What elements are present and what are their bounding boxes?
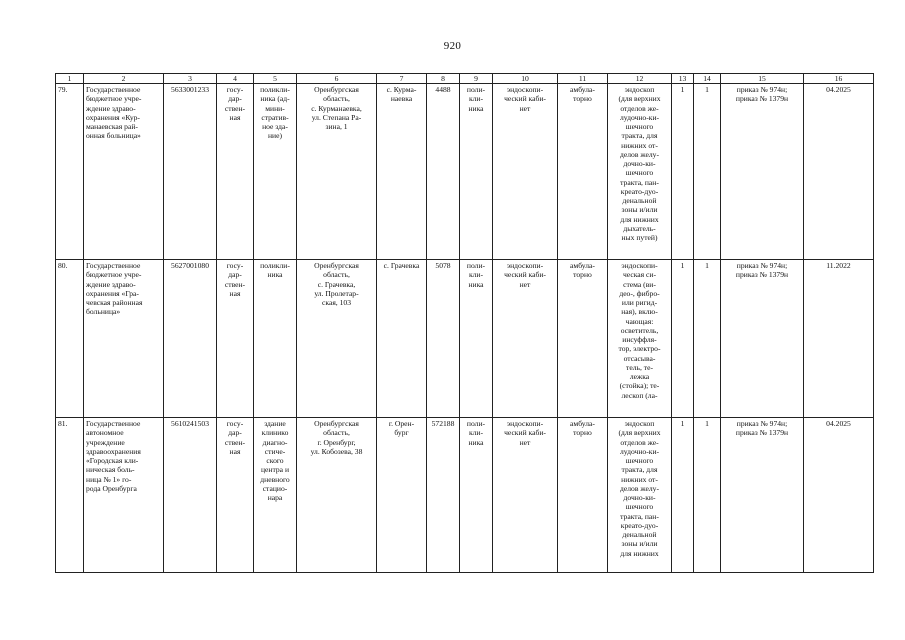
column-number: 6: [297, 74, 377, 84]
date: 11.2022: [804, 260, 874, 418]
locality: с. Грачевка: [377, 260, 427, 418]
column-number: 16: [804, 74, 874, 84]
column-14-value: 1: [694, 260, 721, 418]
equipment: эндоскоп (для верхних отделов же- лудочно-ки- шечного тракта, для нижних от- делов желу- дочно-ки- шечного тракта, пан- креато-дуо- денальной зоны и/или для нижних дыхатель- ных путей): [608, 84, 672, 260]
address: Оренбургская область, г. Оренбург, ул. Кобозева, 38: [297, 418, 377, 573]
column-number: 5: [254, 74, 297, 84]
table-row: [56, 260, 874, 418]
population: 5078: [427, 260, 460, 418]
care-type: амбула- торно: [558, 418, 608, 573]
population: 572188: [427, 418, 460, 573]
column-number: 12: [608, 74, 672, 84]
column-number: 15: [721, 74, 804, 84]
inn-code: 5633001233: [164, 84, 217, 260]
unit-type: поли- кли- ника: [460, 418, 493, 573]
column-number: 4: [217, 74, 254, 84]
unit-type: поли- кли- ника: [460, 260, 493, 418]
date: 04.2025: [804, 418, 874, 573]
row-number: 79.: [56, 84, 84, 260]
ownership-form: госу- дар- ствен- ная: [217, 260, 254, 418]
ownership-form: госу- дар- ствен- ная: [217, 418, 254, 573]
column-number: 7: [377, 74, 427, 84]
inn-code: 5627001080: [164, 260, 217, 418]
row-number: 80.: [56, 260, 84, 418]
inn-code: 5610241503: [164, 418, 217, 573]
column-number: 3: [164, 74, 217, 84]
registry-table: [55, 73, 874, 573]
column-number: 1: [56, 74, 84, 84]
column-number: 13: [672, 74, 694, 84]
population: 4488: [427, 84, 460, 260]
cabinet-type: эндоскопи- ческий каби- нет: [493, 84, 558, 260]
page-number: 920: [443, 40, 462, 52]
column-14-value: 1: [694, 418, 721, 573]
equipment: эндоскопи- ческая си- стема (ви- део-, фибро- или ригид- ная), вклю- чающая: осветитель, инсуффля- тор, электро- отсасыва- тель, те- лежка (стойка); те- лескоп (ла-: [608, 260, 672, 418]
cabinet-type: эндоскопи- ческий каби- нет: [493, 418, 558, 573]
ownership-form: госу- дар- ствен- ная: [217, 84, 254, 260]
column-number: 14: [694, 74, 721, 84]
care-type: амбула- торно: [558, 84, 608, 260]
address: Оренбургская область, с. Курманаевка, ул. Степана Ра- зина, 1: [297, 84, 377, 260]
column-13-value: 1: [672, 84, 694, 260]
orders: приказ № 974н; приказ № 1379н: [721, 260, 804, 418]
orders: приказ № 974н; приказ № 1379н: [721, 84, 804, 260]
organization-name: Государственное бюджетное учре- ждение здраво- охранения «Кур- манаевская рай- онная больница»: [84, 84, 164, 260]
table-row: [56, 418, 874, 573]
table-row: [56, 84, 874, 260]
orders: приказ № 974н; приказ № 1379н: [721, 418, 804, 573]
building-type: здание клинико диагно- стиче- ского центра и дневного стацио- нара: [254, 418, 297, 573]
column-number: 9: [460, 74, 493, 84]
address: Оренбургская область, с. Грачевка, ул. Пролетар- ская, 103: [297, 260, 377, 418]
column-14-value: 1: [694, 84, 721, 260]
locality: г. Орен- бург: [377, 418, 427, 573]
unit-type: поли- кли- ника: [460, 84, 493, 260]
organization-name: Государственное бюджетное учре- ждение здраво- охранения «Гра- чевская районная больница»: [84, 260, 164, 418]
organization-name: Государственное автономное учреждение здравоохранения «Городская кли- ническая боль- ница № 1» го- рода Оренбурга: [84, 418, 164, 573]
equipment: эндоскоп (для верхних отделов же- лудочно-ки- шечного тракта, для нижних от- делов желу- дочно-ки- шечного тракта, пан- креато-дуо- денальной зоны и/или для нижних: [608, 418, 672, 573]
cabinet-type: эндоскопи- ческий каби- нет: [493, 260, 558, 418]
column-number-row: [56, 74, 874, 84]
column-13-value: 1: [672, 418, 694, 573]
building-type: поликли- ника: [254, 260, 297, 418]
care-type: амбула- торно: [558, 260, 608, 418]
date: 04.2025: [804, 84, 874, 260]
building-type: поликли- ника (ад- мини- стратив- ное зда- ние): [254, 84, 297, 260]
column-number: 11: [558, 74, 608, 84]
column-number: 10: [493, 74, 558, 84]
column-number: 8: [427, 74, 460, 84]
locality: с. Курма- наевка: [377, 84, 427, 260]
column-number: 2: [84, 74, 164, 84]
column-13-value: 1: [672, 260, 694, 418]
row-number: 81.: [56, 418, 84, 573]
